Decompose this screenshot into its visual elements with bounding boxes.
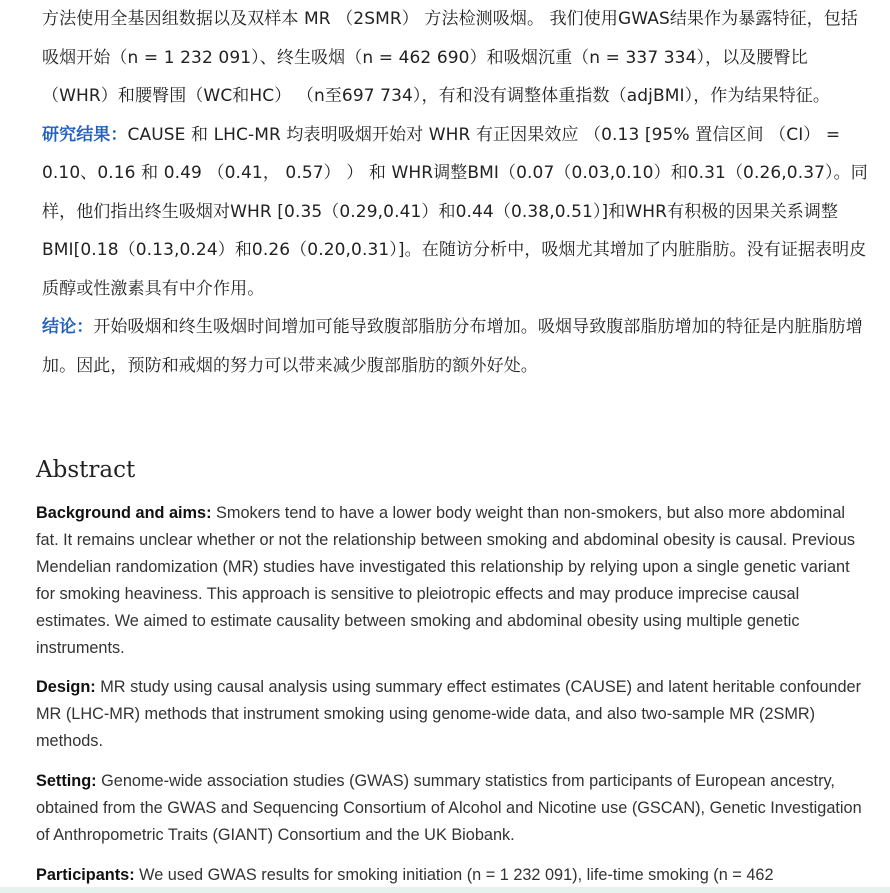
zh-results-paragraph [42, 116, 872, 309]
background-paragraph [36, 500, 866, 661]
background-label: Background and aims: [36, 504, 212, 522]
design-text: MR study using causal analysis using summary effect estimates (CAUSE) and latent heritable confounder MR (LHC-MR) methods that instrument smoking using genome-wide data, and also two-sample MR (2SMR) methods. [36, 678, 862, 751]
participants-label: Participants: [36, 865, 135, 884]
background-text: Smokers tend to have a lower body weight than non-smokers, but also more abdominal fat. It remains unclear whether or not the relationship between smoking and abdominal obesity is causal. Previous Mendelian randomization (MR) studies have investigated this relationship by relying upon a single genetic variant for smoking heaviness. This approach is sensitive to pleiotropic effects and may produce imprecise causal estimates. We aimed to estimate causality between smoking and abdominal obesity using multiple genetic instruments. [36, 504, 856, 657]
zh-results-label: 研究结果： [42, 124, 128, 145]
zh-methods-text: 方法使用全基因组数据以及双样本 MR （2SMR） 方法检测吸烟。 我们使用GWAS结果作为暴露特征，包括吸烟开始（n = 1 232 091）、终生吸烟（n = 462 690）和吸烟沉重（n = 337 334），以及腰臀比（WHR）和腰臀围（WC和HC） （n至697 734），有和没有调整体重指数（adjBMI），作为结果特征。 [42, 9, 858, 106]
bottom-edge-bar [0, 887, 890, 893]
design-paragraph [36, 674, 866, 755]
zh-conclusion-paragraph [42, 308, 872, 385]
zh-results-text: CAUSE 和 LHC-MR 均表明吸烟开始对 WHR 有正因果效应 （0.13 [95% 置信区间 （CI） = 0.10、0.16 和 0.49 （0.41， 0.57） ） 和 WHR调整BMI（0.07（0.03,0.10）和0.31（0.26,0.37）。同样，他们指出终生吸烟对WHR [0.35（0.29,0.41）和0.44（0.38,0.51）]和WHR有积极的因果关系调整BMI[0.18（0.13,0.24）和0.26（0.20,0.31）]。在随访分析中，吸烟尤其增加了内脏脂肪。没有证据表明皮质醇或性激素具有中介作用。 [42, 124, 868, 299]
participants-paragraph [36, 862, 866, 889]
zh-conclusion-text: 开始吸烟和终生吸烟时间增加可能导致腹部脂肪分布增加。吸烟导致腹部脂肪增加的特征是内脏脂肪增加。因此，预防和戒烟的努力可以带来减少腹部脂肪的额外好处。 [42, 317, 863, 376]
setting-paragraph [36, 768, 866, 849]
english-abstract [36, 450, 866, 889]
setting-text: Genome-wide association studies (GWAS) summary statistics from participants of European ancestry, obtained from the GWAS and Sequencing Consortium of Alcohol and Nicotine use (GSCAN), Genetic Investigation of Anthropometric Traits (GIANT) Consortium and the UK Biobank. [36, 772, 862, 844]
setting-label: Setting: [36, 772, 97, 791]
chinese-abstract [42, 0, 872, 385]
design-label: Design: [36, 678, 96, 697]
zh-conclusion-label: 结论： [42, 317, 94, 337]
participants-text: We used GWAS results for smoking initiation (n = 1 232 091), life-time smoking (n = 462 [134, 865, 774, 884]
zh-methods-paragraph [42, 0, 872, 116]
abstract-heading: Abstract [36, 457, 136, 483]
